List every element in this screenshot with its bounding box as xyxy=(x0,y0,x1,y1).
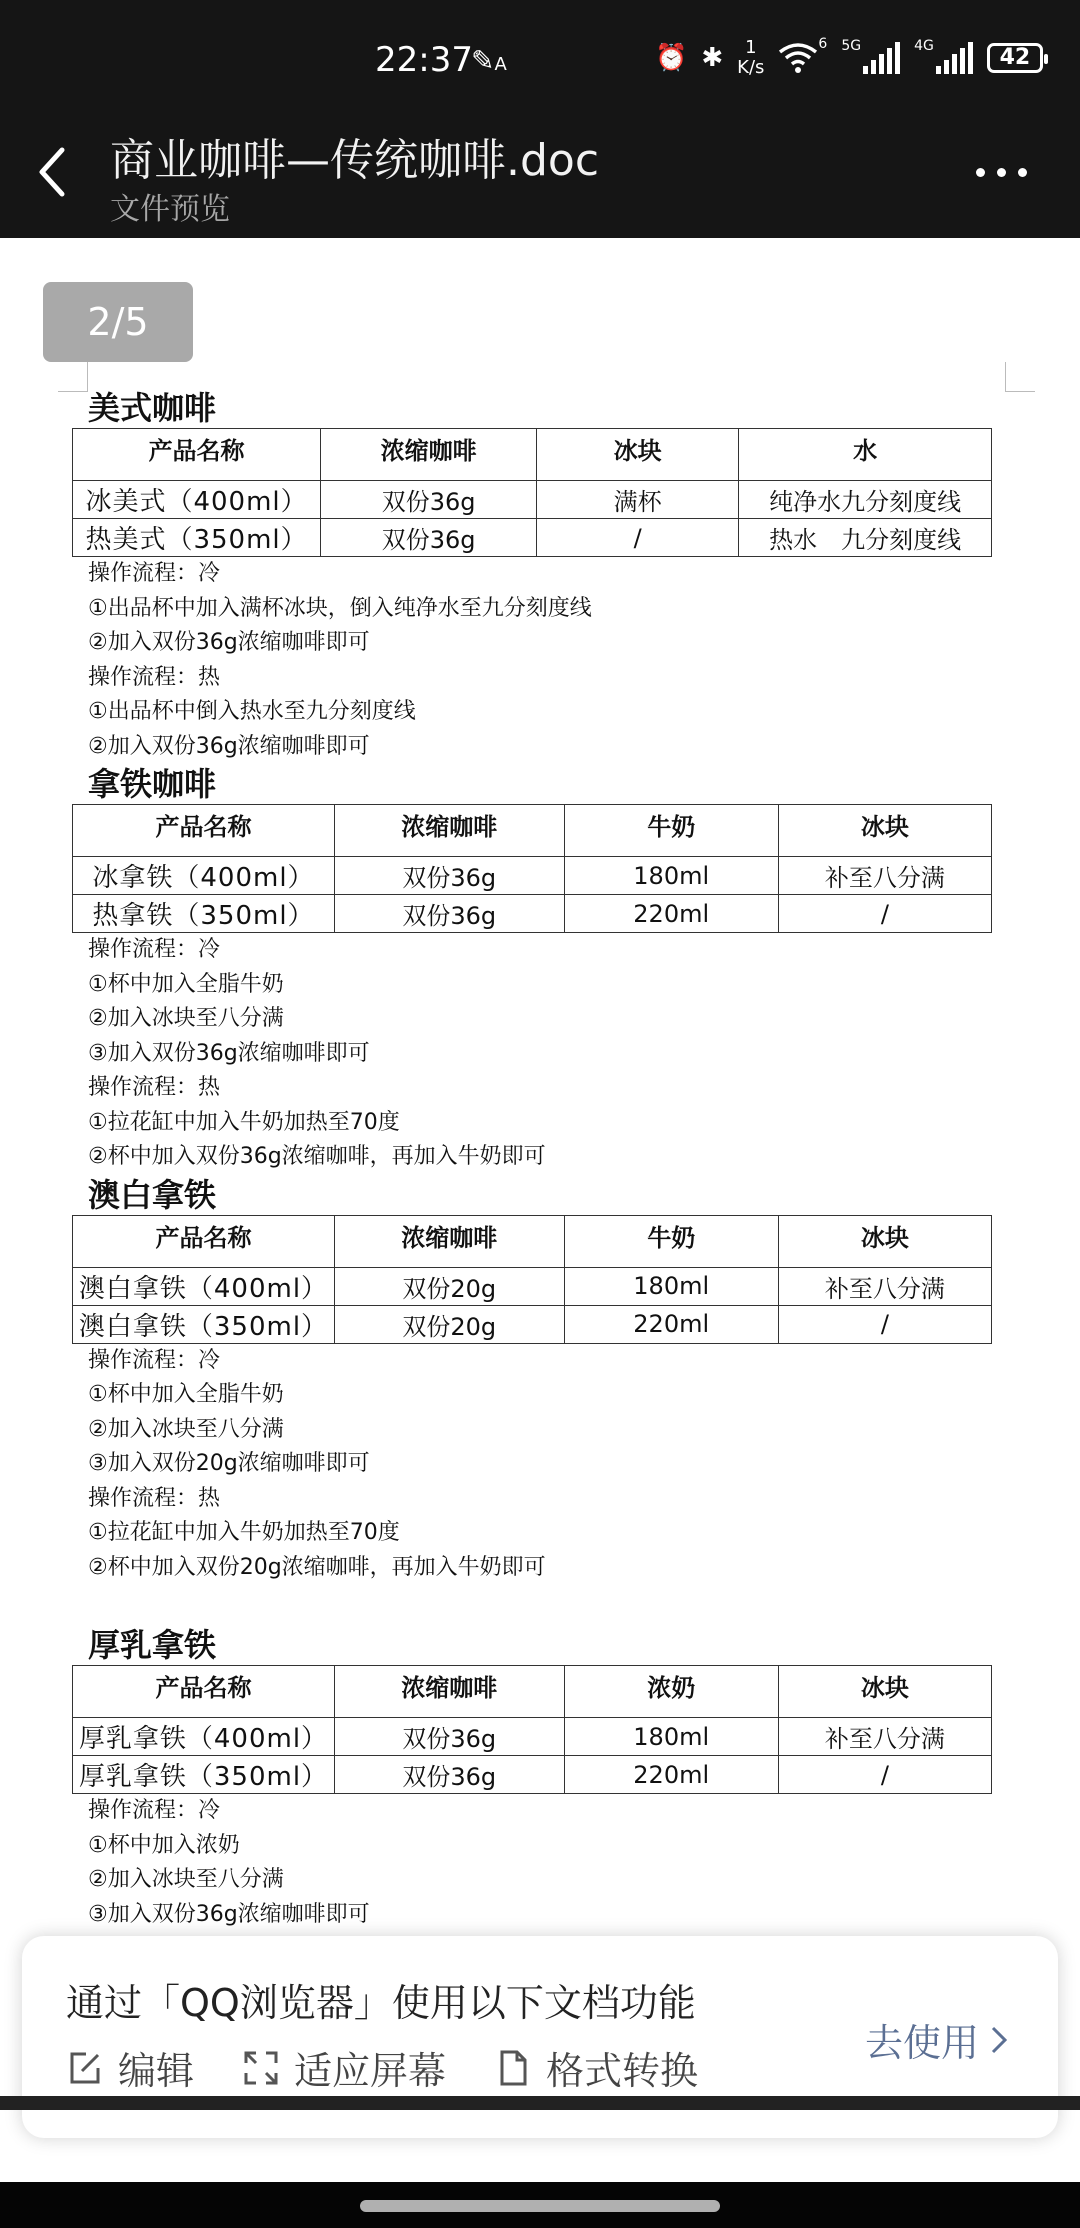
table-cell: 满杯 xyxy=(537,481,739,519)
section-title: 美式咖啡 xyxy=(88,389,217,427)
column-header: 产品名称 xyxy=(73,429,321,481)
table-cell: 热拿铁（350ml） xyxy=(73,895,335,933)
document-title: 商业咖啡—传统咖啡.doc xyxy=(110,135,600,186)
table-cell: / xyxy=(778,895,991,933)
go-use-label: 去使用 xyxy=(865,2021,980,2065)
table-cell: 补至八分满 xyxy=(778,1718,991,1756)
procedure-step: ③加入双份20g浓缩咖啡即可 xyxy=(88,1451,370,1476)
procedure-step: ①杯中加入全脂牛奶 xyxy=(88,1382,284,1407)
wifi-tag: 6 xyxy=(818,36,828,52)
table-cell: 双份36g xyxy=(321,519,537,557)
file-convert-icon xyxy=(494,2049,532,2087)
edit-label: 编辑 xyxy=(118,2049,195,2093)
procedure-step: ①拉花缸中加入牛奶加热至70度 xyxy=(88,1109,400,1135)
sim1-tag: 5G xyxy=(841,38,862,54)
network-speed-value: 1 xyxy=(745,37,757,58)
table-cell: 180ml xyxy=(564,1718,778,1756)
section xyxy=(72,388,992,764)
column-header: 牛奶 xyxy=(564,1215,778,1267)
chevron-right-icon xyxy=(989,2024,1009,2056)
table-cell: 双份20g xyxy=(334,1267,564,1305)
edit-action[interactable] xyxy=(66,2040,194,2095)
column-header: 浓奶 xyxy=(564,1666,778,1718)
procedure-step: 操作流程：冷 xyxy=(88,1798,221,1823)
column-header: 冰块 xyxy=(778,1215,991,1267)
column-header: 浓缩咖啡 xyxy=(334,805,564,857)
table-cell: 180ml xyxy=(564,1267,778,1305)
table-cell: 220ml xyxy=(564,1756,778,1794)
network-speed-unit: K/s xyxy=(737,57,765,78)
network-speed xyxy=(737,38,764,78)
procedure-step: ①出品杯中倒入热水至九分刻度线 xyxy=(88,699,416,724)
sim2-signal-icon xyxy=(914,38,973,78)
table-cell: 双份36g xyxy=(334,895,564,933)
status-icons xyxy=(655,38,1043,78)
table-row xyxy=(73,1267,992,1305)
spacer xyxy=(72,1585,992,1625)
procedure-step: 操作流程：冷 xyxy=(88,561,221,586)
table-cell: / xyxy=(778,1756,991,1794)
table-cell: 220ml xyxy=(564,1305,778,1343)
section-title: 厚乳拿铁 xyxy=(88,1626,217,1664)
table-header-row xyxy=(73,805,992,857)
column-header: 冰块 xyxy=(537,429,739,481)
procedure-step: ②加入冰块至八分满 xyxy=(88,1416,284,1442)
section-title: 拿铁咖啡 xyxy=(88,765,217,803)
table-row xyxy=(73,519,992,557)
column-header: 浓缩咖啡 xyxy=(321,429,537,481)
table-row xyxy=(73,1718,992,1756)
table-cell: 纯净水九分刻度线 xyxy=(739,481,992,519)
divider xyxy=(0,2096,1080,2110)
procedure-steps xyxy=(72,557,992,764)
table-cell: 厚乳拿铁（400ml） xyxy=(73,1718,335,1756)
popup-title: 通过「QQ浏览器」使用以下文档功能 xyxy=(66,1981,696,2025)
table-row xyxy=(73,1305,992,1343)
table-cell: 双份20g xyxy=(334,1305,564,1343)
procedure-step: ①杯中加入全脂牛奶 xyxy=(88,971,284,997)
more-dot-icon xyxy=(1018,168,1027,177)
procedure-steps xyxy=(72,933,992,1175)
document-page[interactable] xyxy=(72,388,992,1967)
procedure-step: ①拉花缸中加入牛奶加热至70度 xyxy=(88,1520,400,1545)
go-use-button[interactable] xyxy=(865,2012,1009,2067)
table-cell: 补至八分满 xyxy=(778,857,991,895)
column-header: 产品名称 xyxy=(73,805,335,857)
table-cell: 补至八分满 xyxy=(778,1267,991,1305)
sim1-signal-icon xyxy=(841,38,900,78)
recipe-table xyxy=(72,428,992,557)
recipe-table xyxy=(72,1665,992,1794)
section xyxy=(72,1625,992,1967)
battery-indicator: 42 xyxy=(987,43,1043,73)
fit-screen-action[interactable] xyxy=(242,2040,446,2095)
format-convert-label: 格式转换 xyxy=(546,2049,699,2093)
sim2-tag: 4G xyxy=(914,38,934,54)
column-header: 产品名称 xyxy=(73,1215,335,1267)
procedure-step: ②加入冰块至八分满 xyxy=(88,1867,284,1892)
section xyxy=(72,764,992,1175)
procedure-step: ③加入双份36g浓缩咖啡即可 xyxy=(88,1040,370,1066)
table-cell: 澳白拿铁（350ml） xyxy=(73,1305,335,1343)
column-header: 冰块 xyxy=(778,1666,991,1718)
table-cell: 冰拿铁（400ml） xyxy=(73,857,335,895)
crop-mark xyxy=(1005,362,1035,392)
bluetooth-icon: ✱ xyxy=(701,43,724,73)
wifi-icon xyxy=(778,38,827,78)
document-subtitle: 文件预览 xyxy=(110,192,230,227)
table-row xyxy=(73,1756,992,1794)
procedure-step: ②杯中加入双份36g浓缩咖啡，再加入牛奶即可 xyxy=(88,1144,546,1169)
table-row xyxy=(73,857,992,895)
pen-label: A xyxy=(494,54,507,75)
pen-icon: ✎A xyxy=(471,44,507,77)
section-title: 澳白拿铁 xyxy=(88,1175,217,1214)
status-time: 22:37 xyxy=(375,40,473,80)
procedure-step: 操作流程：热 xyxy=(88,1075,221,1100)
table-cell: 双份36g xyxy=(334,857,564,895)
table-cell: 热水 九分刻度线 xyxy=(739,519,992,557)
procedure-step: 操作流程：冷 xyxy=(88,937,221,962)
table-cell: 双份36g xyxy=(334,1718,564,1756)
back-arrow-icon xyxy=(30,142,74,202)
more-dot-icon xyxy=(997,168,1006,177)
column-header: 牛奶 xyxy=(564,805,778,857)
format-convert-action[interactable] xyxy=(494,2040,698,2095)
alarm-icon: ⏰ xyxy=(655,43,688,73)
popup-actions xyxy=(66,2040,698,2095)
section xyxy=(72,1175,992,1626)
procedure-step: 操作流程：冷 xyxy=(88,1347,221,1373)
table-cell: 冰美式（400ml） xyxy=(73,481,321,519)
table-cell: 180ml xyxy=(564,857,778,895)
recipe-table xyxy=(72,1215,992,1344)
table-cell: 220ml xyxy=(564,895,778,933)
back-button[interactable] xyxy=(30,142,74,202)
more-dot-icon xyxy=(976,168,985,177)
column-header: 水 xyxy=(739,429,992,481)
recipe-table xyxy=(72,804,992,933)
fit-screen-label: 适应屏幕 xyxy=(294,2049,447,2093)
table-cell: 双份36g xyxy=(321,481,537,519)
procedure-step: ②杯中加入双份20g浓缩咖啡，再加入牛奶即可 xyxy=(88,1554,546,1580)
top-bar xyxy=(0,0,1080,238)
table-cell: 双份36g xyxy=(334,1756,564,1794)
procedure-step: 操作流程：热 xyxy=(88,1485,221,1511)
column-header: 浓缩咖啡 xyxy=(334,1666,564,1718)
table-cell: 澳白拿铁（400ml） xyxy=(73,1267,335,1305)
table-header-row xyxy=(73,429,992,481)
table-cell: 热美式（350ml） xyxy=(73,519,321,557)
more-options-button[interactable] xyxy=(976,152,1046,192)
column-header: 冰块 xyxy=(778,805,991,857)
home-gesture-handle[interactable] xyxy=(360,2200,720,2212)
column-header: 浓缩咖啡 xyxy=(334,1215,564,1267)
procedure-step: ②加入双份36g浓缩咖啡即可 xyxy=(88,630,370,655)
procedure-step: ①出品杯中加入满杯冰块，倒入纯净水至九分刻度线 xyxy=(88,595,592,621)
fit-screen-icon xyxy=(242,2049,280,2087)
procedure-step: ②加入冰块至八分满 xyxy=(88,1006,284,1031)
column-header: 产品名称 xyxy=(73,1666,335,1718)
table-cell: / xyxy=(778,1305,991,1343)
procedure-step: ③加入双份36g浓缩咖啡即可 xyxy=(88,1901,370,1927)
table-row xyxy=(73,895,992,933)
procedure-steps xyxy=(72,1344,992,1586)
procedure-step: ①杯中加入浓奶 xyxy=(88,1832,240,1858)
page-indicator: 2/5 xyxy=(43,282,193,362)
table-cell: / xyxy=(537,519,739,557)
table-cell: 厚乳拿铁（350ml） xyxy=(73,1756,335,1794)
procedure-step: ②加入双份36g浓缩咖啡即可 xyxy=(88,733,370,759)
table-header-row xyxy=(73,1666,992,1718)
edit-icon xyxy=(66,2049,104,2087)
table-row xyxy=(73,481,992,519)
table-header-row xyxy=(73,1215,992,1267)
procedure-step: 操作流程：热 xyxy=(88,664,221,690)
